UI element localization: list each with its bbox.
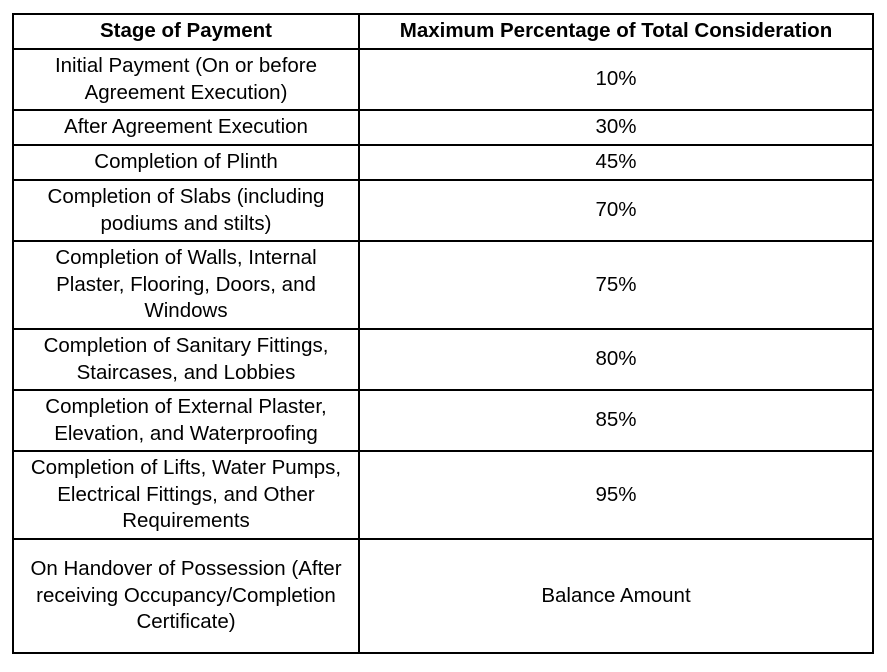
stage-cell: After Agreement Execution [13,110,359,145]
table-header-row [13,14,873,49]
table-row [13,329,873,390]
table-row [13,145,873,180]
payment-schedule-table [12,13,874,654]
percentage-cell: 80% [359,329,873,390]
header-stage-of-payment: Stage of Payment [13,14,359,49]
stage-cell: Completion of Slabs (including podiums and stilts) [13,180,359,241]
percentage-cell: 70% [359,180,873,241]
stage-cell: Completion of Plinth [13,145,359,180]
table-row [13,390,873,451]
percentage-cell: 75% [359,241,873,329]
stage-cell: Completion of External Plaster, Elevation, and Waterproofing [13,390,359,451]
table-row [13,180,873,241]
percentage-cell: 85% [359,390,873,451]
stage-cell: Completion of Walls, Internal Plaster, Flooring, Doors, and Windows [13,241,359,329]
stage-cell: Initial Payment (On or before Agreement Execution) [13,49,359,110]
percentage-cell: Balance Amount [359,539,873,653]
table-row [13,451,873,539]
header-maximum-percentage: Maximum Percentage of Total Consideration [359,14,873,49]
table-row [13,539,873,653]
percentage-cell: 95% [359,451,873,539]
percentage-cell: 45% [359,145,873,180]
table-row [13,241,873,329]
table-row [13,110,873,145]
table-row [13,49,873,110]
percentage-cell: 30% [359,110,873,145]
stage-cell: Completion of Lifts, Water Pumps, Electrical Fittings, and Other Requirements [13,451,359,539]
percentage-cell: 10% [359,49,873,110]
stage-cell: Completion of Sanitary Fittings, Staircases, and Lobbies [13,329,359,390]
stage-cell: On Handover of Possession (After receiving Occupancy/Completion Certificate) [13,539,359,653]
